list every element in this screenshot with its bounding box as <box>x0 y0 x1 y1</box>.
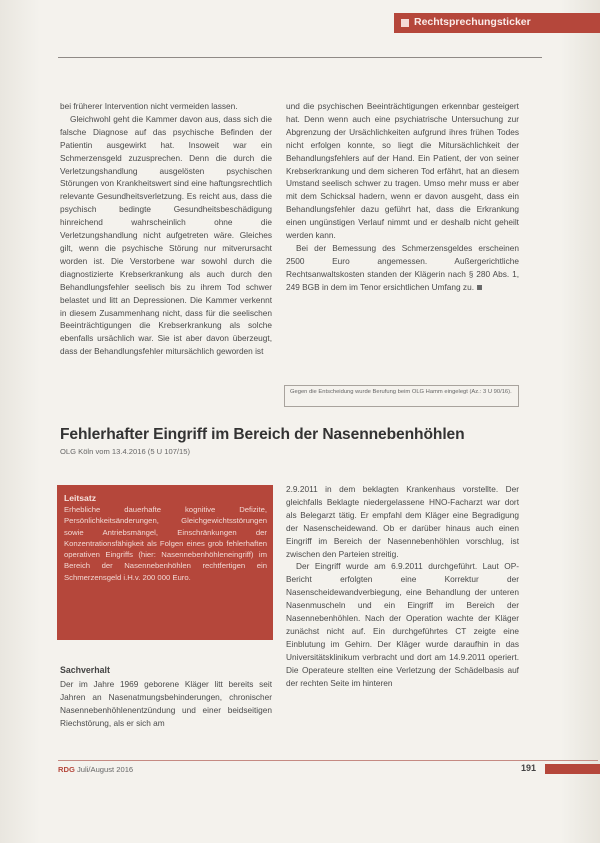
sachverhalt-column <box>60 678 272 730</box>
ticker-square-icon <box>401 19 409 27</box>
end-of-article-icon <box>477 285 482 290</box>
footer-accent-bar <box>545 764 600 774</box>
footer-issue <box>58 765 133 774</box>
journal-brand: RDG <box>58 765 75 774</box>
article-right-column <box>286 483 519 690</box>
paragraph: Der Eingriff wurde am 6.9.2011 durchgeführt. Laut OP-Bericht erfolgten eine Korrektur der Nasenscheidewandverbiegung, eine Behandlung der unteren Nasenmuscheln und ein Eingriff im Bereich der Nasennebenhöhlen. Nach der Operation wachte der Kläger zunächst nicht auf. Ein durchgeführtes CT zeigte eine Einblutung im Gehirn. Der Kläger wurde daraufhin in das Universitätsklinikum verbracht und dort am 14.9.2011 operiert. Die Operateure stellten eine Verletzung der Schädelbasis auf der rechten Seite im hinteren <box>286 561 519 688</box>
paragraph-text: Bei der Bemessung des Schmerzensgeldes erscheinen 2500 Euro angemessen. Außergerichtliche Rechtsanwaltskosten standen der Klägerin nach § 280 Abs. 1, 249 BGB in dem im Tenor ersichtlichen Umfang zu. <box>286 242 519 292</box>
appeal-note-box <box>284 385 519 407</box>
paragraph: bei früherer Intervention nicht vermeiden lassen. <box>60 101 238 111</box>
sachverhalt-heading: Sachverhalt <box>60 665 110 675</box>
appeal-note-text: Gegen die Entscheidung wurde Berufung beim OLG Hamm eingelegt (Az.: 3 U 90/16). <box>290 389 512 395</box>
paragraph: Der im Jahre 1969 geborene Kläger litt bereits seit Jahren an Nasenatmungsbehinderungen, chronischer Nasennebenhöhlenentzündung und einer beidseitigen Riechstörung, als er sich am <box>60 679 272 728</box>
header-rule <box>58 57 542 58</box>
leitsatz-text: Erhebliche dauerhafte kognitive Defizite, Persönlichkeitsänderungen, Gleichgewichtsstörungen sowie Antriebsmängel, Einschränkungen der Konzentrationsfähigkeit als Folgen eines grob fehlerhaften operativen Eingriffs (hier: Nasennebenhöhleneingriff) im Bereich der Nasennebenhöhlen rechtfertigen ein Schmerzensgeld i.H.v. 200 000 Euro. <box>64 505 267 582</box>
paragraph: 2.9.2011 in dem beklagten Krankenhaus vorstellte. Der gleichfalls Beklagte niedergelassene HNO-Facharzt war dort als Belegarzt tätig. Er empfahl dem Kläger eine Begradigung der Nasenscheidewand. Ob er darüber hinaus auch einen Eingriff im Bereich der Nasennebenhöhlen vorschlug, ist zwischen den Parteien streitig. <box>286 484 519 559</box>
paragraph: Gleichwohl geht die Kammer davon aus, dass sich die falsche Diagnose auf das psychische Befinden der Patientin ausgewirkt hat. Insoweit war ein Schmerzensgeld zuzusprechen. Denn die durch die Verletzungshandlung ausgelösten psychischen Störungen von Krankheitswert sind eine haftungsrechtlich relevante Gesundheitsverletzung. Es reicht aus, dass die psychisch bedingte Gesundheitsbeschädigung hinreichend wahrscheinlich ohne die Verletzungshandlung nicht aufgetreten wäre. Gleiches gilt, wenn die psychische Störung nur mitverursacht worden ist. Die Verstorbene war sowohl durch die diagnostizierte Krebserkrankung als auch durch den Behandlungsfehler seelisch bis zu ihrem Tod schwer belastet und litt an Depressionen. Die Kammer verkennt in diesem Zusammenhang nicht, dass für die seelischen Beeinträchtigungen die Krebserkrankung als solche ebenfalls ursächlich war. Sie ist aber davon überzeugt, dass der Behandlungsfehler mitursächlich geworden ist <box>60 113 272 357</box>
paragraph: und die psychischen Beeinträchtigungen erkennbar gesteigert hat. Denn wenn auch eine psychiatrische Untersuchung zur Abgrenzung der Ursächlichkeiten aufgrund ihres frühen Todes nicht erfolgen konnte, so liegt die Mitursächlichkeit der Behandlungsfehlers auf der Hand. Ein Patient, der von seiner Krebserkrankung und dem sicheren Tod erfährt, hat an diesem Umstand seelisch schwer zu tragen. Umso mehr muss er aber mit dem Schicksal hadern, wenn er davon ausgeht, dass ein Behandlungsfehler dazu geführt hat, dass die Erkrankung einen ungünstigen Verlauf nimmt und er deshalb nicht geheilt werden kann. <box>286 101 519 241</box>
section-ticker-label: Rechtsprechungsticker <box>414 16 531 28</box>
leitsatz-box <box>57 485 273 640</box>
court-reference: OLG Köln vom 13.4.2016 (5 U 107/15) <box>60 447 191 456</box>
footer-rule <box>58 760 598 761</box>
issue-date: Juli/August 2016 <box>77 765 134 774</box>
article-title: Fehlerhafter Eingriff im Bereich der Nasennebenhöhlen <box>60 426 465 443</box>
section-ticker-bar <box>394 13 600 33</box>
page-number: 191 <box>521 763 537 773</box>
upper-right-column <box>286 100 519 294</box>
paragraph-last <box>286 242 519 294</box>
leitsatz-heading: Leitsatz <box>64 493 96 503</box>
upper-left-column <box>60 100 272 358</box>
